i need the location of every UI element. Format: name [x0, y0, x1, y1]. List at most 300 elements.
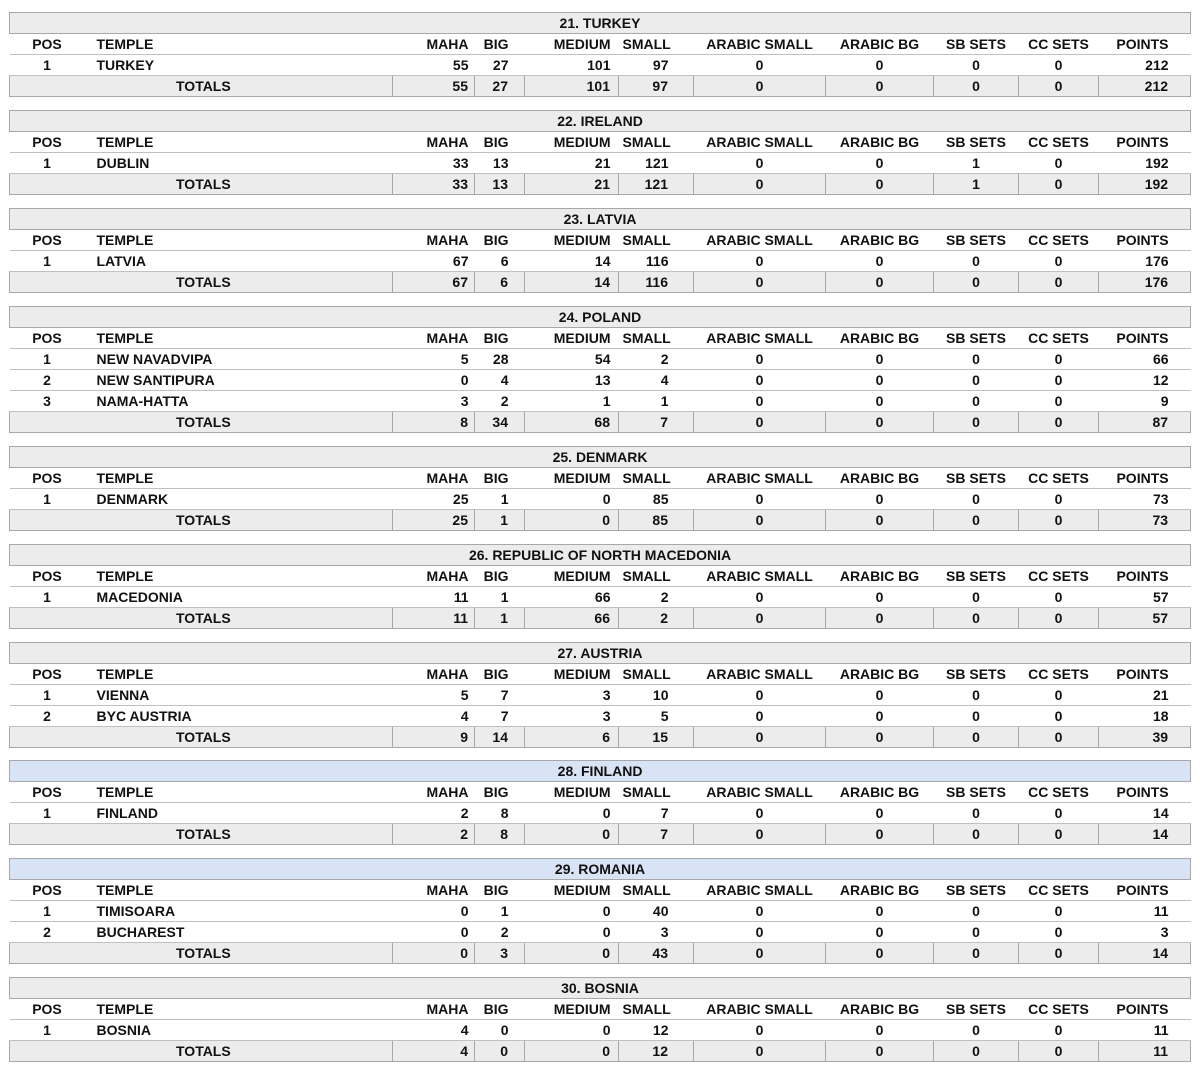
- temple-cell: TIMISOARA: [85, 901, 393, 922]
- small-cell: 1: [619, 391, 694, 412]
- maha-cell: 0: [393, 901, 475, 922]
- country-header: [10, 859, 1191, 880]
- small-cell: 2: [619, 349, 694, 370]
- medium-cell: 101: [525, 55, 619, 76]
- col-header-pos: POS: [10, 782, 85, 803]
- medium-cell: 3: [525, 685, 619, 706]
- total-medium: 0: [525, 510, 619, 531]
- maha-cell: 5: [393, 685, 475, 706]
- sb-sets-cell: 0: [934, 349, 1019, 370]
- total-medium: 0: [525, 1041, 619, 1062]
- column-header-row: [10, 468, 1191, 489]
- total-cc-sets: 0: [1019, 272, 1099, 293]
- cc-sets-cell: 0: [1019, 587, 1099, 608]
- total-small: 121: [619, 174, 694, 195]
- total-cc-sets: 0: [1019, 510, 1099, 531]
- totals-row: [10, 412, 1191, 433]
- total-points: 57: [1099, 608, 1191, 629]
- table-row: [10, 587, 1191, 608]
- country-table: [9, 544, 1191, 629]
- medium-cell: 0: [525, 1020, 619, 1041]
- total-cc-sets: 0: [1019, 412, 1099, 433]
- col-header-points: POINTS: [1099, 132, 1191, 153]
- arabic-bg-cell: 0: [826, 55, 934, 76]
- pos-cell: 1: [10, 1020, 85, 1041]
- totals-label: TOTALS: [10, 174, 393, 195]
- cc-sets-cell: 0: [1019, 251, 1099, 272]
- col-header-temple: TEMPLE: [85, 664, 393, 685]
- col-header-arabic-small: ARABIC SMALL: [694, 34, 826, 55]
- total-maha: 55: [393, 76, 475, 97]
- temple-cell: DENMARK: [85, 489, 393, 510]
- temple-cell: NEW SANTIPURA: [85, 370, 393, 391]
- points-cell: 192: [1099, 153, 1191, 174]
- total-medium: 21: [525, 174, 619, 195]
- cc-sets-cell: 0: [1019, 922, 1099, 943]
- column-header-row: [10, 34, 1191, 55]
- pos-cell: 1: [10, 251, 85, 272]
- col-header-medium: MEDIUM: [525, 880, 619, 901]
- sb-sets-cell: 0: [934, 251, 1019, 272]
- col-header-medium: MEDIUM: [525, 468, 619, 489]
- total-small: 43: [619, 943, 694, 964]
- column-header-row: [10, 566, 1191, 587]
- total-cc-sets: 0: [1019, 824, 1099, 845]
- big-cell: 13: [475, 153, 525, 174]
- col-header-small: SMALL: [619, 230, 694, 251]
- col-header-small: SMALL: [619, 566, 694, 587]
- arabic-small-cell: 0: [694, 706, 826, 727]
- temple-cell: BOSNIA: [85, 1020, 393, 1041]
- big-cell: 4: [475, 370, 525, 391]
- col-header-small: SMALL: [619, 880, 694, 901]
- total-arabic-bg: 0: [826, 1041, 934, 1062]
- arabic-bg-cell: 0: [826, 391, 934, 412]
- small-cell: 7: [619, 803, 694, 824]
- big-cell: 7: [475, 706, 525, 727]
- total-sb-sets: 1: [934, 174, 1019, 195]
- maha-cell: 4: [393, 706, 475, 727]
- big-cell: 28: [475, 349, 525, 370]
- total-big: 8: [475, 824, 525, 845]
- table-row: [10, 349, 1191, 370]
- totals-label: TOTALS: [10, 824, 393, 845]
- total-small: 85: [619, 510, 694, 531]
- total-medium: 68: [525, 412, 619, 433]
- maha-cell: 11: [393, 587, 475, 608]
- total-points: 39: [1099, 727, 1191, 748]
- pos-cell: 1: [10, 803, 85, 824]
- sb-sets-cell: 0: [934, 1020, 1019, 1041]
- col-header-points: POINTS: [1099, 34, 1191, 55]
- col-header-points: POINTS: [1099, 999, 1191, 1020]
- arabic-small-cell: 0: [694, 251, 826, 272]
- total-small: 116: [619, 272, 694, 293]
- totals-row: [10, 608, 1191, 629]
- arabic-bg-cell: 0: [826, 922, 934, 943]
- col-header-temple: TEMPLE: [85, 34, 393, 55]
- col-header-big: BIG: [475, 132, 525, 153]
- medium-cell: 0: [525, 922, 619, 943]
- country-header: [10, 13, 1191, 34]
- pos-cell: 1: [10, 587, 85, 608]
- table-row: [10, 901, 1191, 922]
- arabic-small-cell: 0: [694, 803, 826, 824]
- column-header-row: [10, 664, 1191, 685]
- big-cell: 6: [475, 251, 525, 272]
- country-table: [9, 642, 1191, 748]
- column-header-row: [10, 880, 1191, 901]
- col-header-medium: MEDIUM: [525, 230, 619, 251]
- arabic-small-cell: 0: [694, 685, 826, 706]
- medium-cell: 0: [525, 489, 619, 510]
- total-points: 192: [1099, 174, 1191, 195]
- table-row: [10, 922, 1191, 943]
- col-header-cc-sets: CC SETS: [1019, 34, 1099, 55]
- temple-cell: LATVIA: [85, 251, 393, 272]
- country-table: [9, 760, 1191, 845]
- arabic-bg-cell: 0: [826, 685, 934, 706]
- col-header-arabic-bg: ARABIC BG: [826, 34, 934, 55]
- total-cc-sets: 0: [1019, 943, 1099, 964]
- col-header-sb-sets: SB SETS: [934, 468, 1019, 489]
- temple-cell: BUCHAREST: [85, 922, 393, 943]
- table-row: [10, 251, 1191, 272]
- col-header-sb-sets: SB SETS: [934, 328, 1019, 349]
- col-header-points: POINTS: [1099, 566, 1191, 587]
- big-cell: 2: [475, 391, 525, 412]
- arabic-bg-cell: 0: [826, 251, 934, 272]
- points-cell: 9: [1099, 391, 1191, 412]
- col-header-maha: MAHA: [393, 468, 475, 489]
- sb-sets-cell: 0: [934, 901, 1019, 922]
- col-header-arabic-bg: ARABIC BG: [826, 880, 934, 901]
- medium-cell: 0: [525, 901, 619, 922]
- total-small: 15: [619, 727, 694, 748]
- total-small: 97: [619, 76, 694, 97]
- cc-sets-cell: 0: [1019, 685, 1099, 706]
- total-points: 176: [1099, 272, 1191, 293]
- col-header-maha: MAHA: [393, 328, 475, 349]
- total-arabic-bg: 0: [826, 510, 934, 531]
- maha-cell: 4: [393, 1020, 475, 1041]
- total-small: 12: [619, 1041, 694, 1062]
- col-header-small: SMALL: [619, 664, 694, 685]
- arabic-bg-cell: 0: [826, 706, 934, 727]
- total-big: 27: [475, 76, 525, 97]
- col-header-small: SMALL: [619, 782, 694, 803]
- col-header-arabic-bg: ARABIC BG: [826, 782, 934, 803]
- totals-row: [10, 943, 1191, 964]
- pos-cell: 1: [10, 685, 85, 706]
- col-header-pos: POS: [10, 999, 85, 1020]
- totals-row: [10, 824, 1191, 845]
- column-header-row: [10, 328, 1191, 349]
- small-cell: 97: [619, 55, 694, 76]
- country-table: [9, 12, 1191, 97]
- total-medium: 101: [525, 76, 619, 97]
- total-sb-sets: 0: [934, 608, 1019, 629]
- col-header-small: SMALL: [619, 999, 694, 1020]
- col-header-medium: MEDIUM: [525, 782, 619, 803]
- medium-cell: 14: [525, 251, 619, 272]
- cc-sets-cell: 0: [1019, 706, 1099, 727]
- col-header-arabic-small: ARABIC SMALL: [694, 782, 826, 803]
- big-cell: 2: [475, 922, 525, 943]
- total-cc-sets: 0: [1019, 727, 1099, 748]
- total-maha: 9: [393, 727, 475, 748]
- temple-cell: NEW NAVADVIPA: [85, 349, 393, 370]
- col-header-temple: TEMPLE: [85, 566, 393, 587]
- sb-sets-cell: 0: [934, 706, 1019, 727]
- total-medium: 66: [525, 608, 619, 629]
- col-header-maha: MAHA: [393, 34, 475, 55]
- col-header-sb-sets: SB SETS: [934, 664, 1019, 685]
- total-arabic-bg: 0: [826, 174, 934, 195]
- big-cell: 1: [475, 901, 525, 922]
- points-cell: 21: [1099, 685, 1191, 706]
- col-header-temple: TEMPLE: [85, 999, 393, 1020]
- pos-cell: 1: [10, 489, 85, 510]
- col-header-maha: MAHA: [393, 999, 475, 1020]
- total-arabic-small: 0: [694, 943, 826, 964]
- points-cell: 12: [1099, 370, 1191, 391]
- col-header-small: SMALL: [619, 468, 694, 489]
- col-header-temple: TEMPLE: [85, 132, 393, 153]
- col-header-maha: MAHA: [393, 230, 475, 251]
- pos-cell: 2: [10, 370, 85, 391]
- col-header-medium: MEDIUM: [525, 566, 619, 587]
- col-header-maha: MAHA: [393, 132, 475, 153]
- col-header-pos: POS: [10, 664, 85, 685]
- col-header-cc-sets: CC SETS: [1019, 566, 1099, 587]
- small-cell: 40: [619, 901, 694, 922]
- col-header-sb-sets: SB SETS: [934, 880, 1019, 901]
- col-header-points: POINTS: [1099, 880, 1191, 901]
- arabic-small-cell: 0: [694, 370, 826, 391]
- arabic-small-cell: 0: [694, 489, 826, 510]
- country-title: 30. BOSNIA: [10, 978, 1191, 999]
- col-header-sb-sets: SB SETS: [934, 230, 1019, 251]
- total-sb-sets: 0: [934, 76, 1019, 97]
- temple-cell: TURKEY: [85, 55, 393, 76]
- total-big: 1: [475, 510, 525, 531]
- big-cell: 7: [475, 685, 525, 706]
- big-cell: 1: [475, 489, 525, 510]
- total-arabic-small: 0: [694, 727, 826, 748]
- col-header-arabic-small: ARABIC SMALL: [694, 230, 826, 251]
- total-sb-sets: 0: [934, 412, 1019, 433]
- points-cell: 3: [1099, 922, 1191, 943]
- total-cc-sets: 0: [1019, 1041, 1099, 1062]
- table-row: [10, 1020, 1191, 1041]
- col-header-maha: MAHA: [393, 782, 475, 803]
- totals-row: [10, 727, 1191, 748]
- total-maha: 33: [393, 174, 475, 195]
- col-header-pos: POS: [10, 328, 85, 349]
- col-header-cc-sets: CC SETS: [1019, 132, 1099, 153]
- col-header-big: BIG: [475, 328, 525, 349]
- col-header-big: BIG: [475, 880, 525, 901]
- table-row: [10, 685, 1191, 706]
- total-big: 34: [475, 412, 525, 433]
- col-header-small: SMALL: [619, 34, 694, 55]
- points-cell: 73: [1099, 489, 1191, 510]
- maha-cell: 5: [393, 349, 475, 370]
- country-title: 26. REPUBLIC OF NORTH MACEDONIA: [10, 545, 1191, 566]
- temple-cell: NAMA-HATTA: [85, 391, 393, 412]
- country-header: [10, 307, 1191, 328]
- col-header-cc-sets: CC SETS: [1019, 880, 1099, 901]
- maha-cell: 33: [393, 153, 475, 174]
- totals-label: TOTALS: [10, 510, 393, 531]
- small-cell: 116: [619, 251, 694, 272]
- col-header-small: SMALL: [619, 328, 694, 349]
- total-points: 11: [1099, 1041, 1191, 1062]
- medium-cell: 66: [525, 587, 619, 608]
- big-cell: 8: [475, 803, 525, 824]
- points-cell: 212: [1099, 55, 1191, 76]
- sb-sets-cell: 0: [934, 55, 1019, 76]
- maha-cell: 0: [393, 370, 475, 391]
- col-header-cc-sets: CC SETS: [1019, 782, 1099, 803]
- arabic-small-cell: 0: [694, 391, 826, 412]
- total-maha: 4: [393, 1041, 475, 1062]
- col-header-pos: POS: [10, 468, 85, 489]
- total-points: 14: [1099, 824, 1191, 845]
- points-cell: 11: [1099, 901, 1191, 922]
- country-header: [10, 447, 1191, 468]
- temple-cell: VIENNA: [85, 685, 393, 706]
- country-header: [10, 111, 1191, 132]
- total-medium: 6: [525, 727, 619, 748]
- column-header-row: [10, 132, 1191, 153]
- col-header-big: BIG: [475, 468, 525, 489]
- points-cell: 14: [1099, 803, 1191, 824]
- maha-cell: 0: [393, 922, 475, 943]
- table-row: [10, 803, 1191, 824]
- total-arabic-small: 0: [694, 76, 826, 97]
- total-arabic-bg: 0: [826, 76, 934, 97]
- pos-cell: 2: [10, 706, 85, 727]
- total-maha: 0: [393, 943, 475, 964]
- col-header-big: BIG: [475, 566, 525, 587]
- sb-sets-cell: 0: [934, 587, 1019, 608]
- total-arabic-small: 0: [694, 824, 826, 845]
- col-header-maha: MAHA: [393, 664, 475, 685]
- small-cell: 121: [619, 153, 694, 174]
- arabic-small-cell: 0: [694, 922, 826, 943]
- col-header-points: POINTS: [1099, 230, 1191, 251]
- total-points: 14: [1099, 943, 1191, 964]
- col-header-cc-sets: CC SETS: [1019, 230, 1099, 251]
- country-title: 28. FINLAND: [10, 761, 1191, 782]
- col-header-arabic-small: ARABIC SMALL: [694, 999, 826, 1020]
- sb-sets-cell: 0: [934, 922, 1019, 943]
- country-table: [9, 446, 1191, 531]
- total-small: 2: [619, 608, 694, 629]
- totals-label: TOTALS: [10, 943, 393, 964]
- col-header-points: POINTS: [1099, 782, 1191, 803]
- pos-cell: 1: [10, 901, 85, 922]
- country-title: 21. TURKEY: [10, 13, 1191, 34]
- col-header-medium: MEDIUM: [525, 664, 619, 685]
- country-title: 27. AUSTRIA: [10, 643, 1191, 664]
- col-header-sb-sets: SB SETS: [934, 132, 1019, 153]
- col-header-temple: TEMPLE: [85, 782, 393, 803]
- column-header-row: [10, 782, 1191, 803]
- col-header-temple: TEMPLE: [85, 230, 393, 251]
- total-arabic-small: 0: [694, 412, 826, 433]
- country-table: [9, 208, 1191, 293]
- total-arabic-small: 0: [694, 272, 826, 293]
- arabic-small-cell: 0: [694, 349, 826, 370]
- total-medium: 14: [525, 272, 619, 293]
- cc-sets-cell: 0: [1019, 489, 1099, 510]
- pos-cell: 1: [10, 349, 85, 370]
- total-big: 14: [475, 727, 525, 748]
- col-header-pos: POS: [10, 132, 85, 153]
- maha-cell: 3: [393, 391, 475, 412]
- total-medium: 0: [525, 943, 619, 964]
- cc-sets-cell: 0: [1019, 370, 1099, 391]
- col-header-medium: MEDIUM: [525, 132, 619, 153]
- col-header-arabic-small: ARABIC SMALL: [694, 880, 826, 901]
- arabic-bg-cell: 0: [826, 1020, 934, 1041]
- col-header-arabic-small: ARABIC SMALL: [694, 468, 826, 489]
- big-cell: 27: [475, 55, 525, 76]
- col-header-points: POINTS: [1099, 664, 1191, 685]
- sb-sets-cell: 0: [934, 685, 1019, 706]
- col-header-pos: POS: [10, 566, 85, 587]
- small-cell: 12: [619, 1020, 694, 1041]
- cc-sets-cell: 0: [1019, 153, 1099, 174]
- col-header-arabic-small: ARABIC SMALL: [694, 566, 826, 587]
- total-small: 7: [619, 412, 694, 433]
- col-header-pos: POS: [10, 34, 85, 55]
- col-header-medium: MEDIUM: [525, 328, 619, 349]
- total-arabic-bg: 0: [826, 943, 934, 964]
- col-header-big: BIG: [475, 34, 525, 55]
- cc-sets-cell: 0: [1019, 803, 1099, 824]
- medium-cell: 54: [525, 349, 619, 370]
- total-maha: 8: [393, 412, 475, 433]
- total-maha: 67: [393, 272, 475, 293]
- col-header-temple: TEMPLE: [85, 880, 393, 901]
- total-cc-sets: 0: [1019, 174, 1099, 195]
- total-big: 1: [475, 608, 525, 629]
- small-cell: 2: [619, 587, 694, 608]
- col-header-big: BIG: [475, 230, 525, 251]
- total-maha: 11: [393, 608, 475, 629]
- total-maha: 25: [393, 510, 475, 531]
- arabic-bg-cell: 0: [826, 349, 934, 370]
- col-header-arabic-bg: ARABIC BG: [826, 664, 934, 685]
- arabic-bg-cell: 0: [826, 489, 934, 510]
- maha-cell: 55: [393, 55, 475, 76]
- col-header-pos: POS: [10, 230, 85, 251]
- arabic-bg-cell: 0: [826, 587, 934, 608]
- cc-sets-cell: 0: [1019, 901, 1099, 922]
- col-header-arabic-small: ARABIC SMALL: [694, 328, 826, 349]
- small-cell: 4: [619, 370, 694, 391]
- arabic-small-cell: 0: [694, 587, 826, 608]
- col-header-arabic-bg: ARABIC BG: [826, 230, 934, 251]
- totals-row: [10, 510, 1191, 531]
- temple-cell: FINLAND: [85, 803, 393, 824]
- medium-cell: 1: [525, 391, 619, 412]
- col-header-pos: POS: [10, 880, 85, 901]
